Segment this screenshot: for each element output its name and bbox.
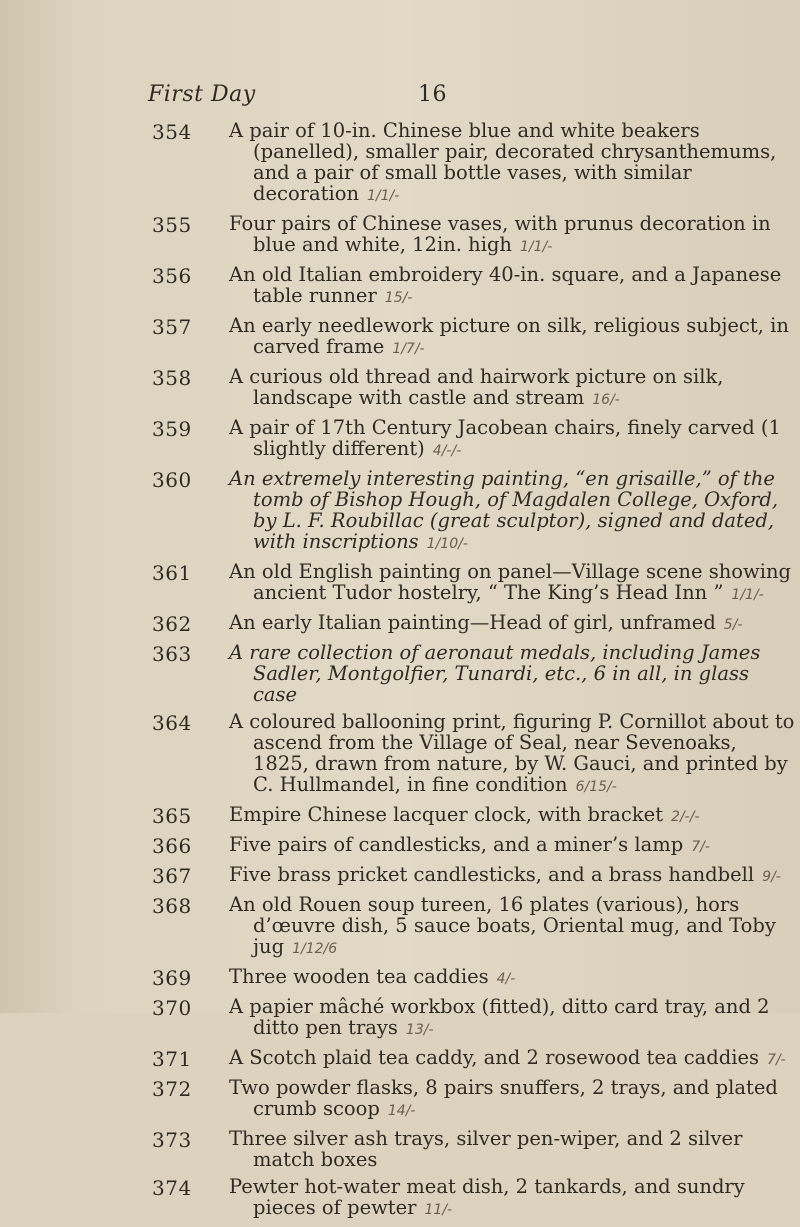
lot-description-text: A coloured ballooning print, figuring P. Cornillot about to ascend from the Village of Seal, near Sevenoaks, 1825, drawn from nature, by W. Gauci, and printed by C. Hullmandel, in fine condition [229,710,795,796]
lot-number: 367 [152,864,192,888]
lot-entry [0,417,800,462]
lot-entry [0,894,800,960]
lot-number: 371 [152,1047,192,1071]
lot-description-text: Five brass pricket candlesticks, and a brass handbell [229,863,755,886]
lot-description [229,315,798,360]
handwritten-price-note: 13/- [405,1022,434,1038]
lot-entry [0,612,800,636]
handwritten-price-note: 5/- [723,617,743,633]
lot-number: 373 [152,1128,192,1152]
lot-number: 362 [152,612,192,636]
lot-entry [0,366,800,411]
lot-description [229,1128,798,1170]
lot-entry [0,1047,800,1071]
handwritten-price-note: 4/- [496,971,516,987]
lot-number: 363 [152,642,192,666]
lot-description [229,561,798,606]
lot-description-text: Three wooden tea caddies [229,965,489,988]
lot-number: 361 [152,561,192,585]
lot-description [229,804,798,828]
lot-number: 355 [152,213,192,237]
lot-description-text: Three silver ash trays, silver pen-wiper, and 2 silver match boxes [229,1127,743,1171]
lot-entry [0,864,800,888]
lot-entry [0,561,800,606]
lot-number: 365 [152,804,192,828]
lot-description-text: A Scotch plaid tea caddy, and 2 rosewood tea caddies [229,1046,760,1069]
lot-description [229,1176,798,1221]
lot-description-text: Five pairs of candlesticks, and a miner’s lamp [229,833,684,856]
lot-description [229,894,798,960]
lot-description-text: Pewter hot-water meat dish, 2 tankards, and sundry pieces of pewter [229,1175,745,1219]
handwritten-price-note: 1/7/- [392,341,425,357]
lot-entry [0,804,800,828]
lot-description [229,711,798,798]
handwritten-price-note: 7/- [691,839,710,855]
lot-number: 359 [152,417,192,441]
lot-entry [0,1077,800,1122]
lot-description [229,966,798,990]
lot-description-text: An old Italian embroidery 40-in. square, and a Japanese table runner [229,263,782,307]
lot-description [229,1077,798,1122]
lot-description [229,366,798,411]
handwritten-price-note: 7/- [767,1052,786,1068]
lot-entry [0,996,800,1041]
lot-number: 372 [152,1077,192,1101]
lot-description [229,1047,798,1071]
handwritten-price-note: 1/10/- [426,536,468,552]
handwritten-price-note: 1/1/- [519,239,553,255]
lot-list [0,120,800,1227]
lot-description-text: A pair of 10-in. Chinese blue and white beakers (panelled), smaller pair, decorated chrysanthemums, and a pair of small bottle vases, with similar decoration [229,119,777,205]
lot-description-text: A pair of 17th Century Jacobean chairs, finely carved (1 slightly different) [229,416,781,460]
lot-entry [0,264,800,309]
lot-entry [0,1176,800,1221]
lot-number: 360 [152,468,192,492]
lot-description-text: Two powder flasks, 8 pairs snuffers, 2 trays, and plated crumb scoop [229,1076,778,1120]
handwritten-price-note: 1/1/- [367,188,400,204]
lot-description-text: A papier mâché workbox (fitted), ditto card tray, and 2 ditto pen trays [229,995,770,1039]
lot-number: 364 [152,711,192,735]
lot-description [229,612,798,636]
handwritten-price-note: 2/-/- [671,809,700,825]
lot-number: 370 [152,996,192,1020]
lot-number: 369 [152,966,192,990]
lot-description [229,468,798,555]
handwritten-price-note: 4/-/- [432,443,462,459]
lot-entry [0,642,800,705]
handwritten-price-note: 6/15/- [575,779,617,795]
lot-entry [0,120,800,207]
lot-description-text: An old English painting on panel—Village scene showing ancient Tudor hostelry, “ The King’s Head Inn ” [229,560,792,604]
lot-description-text: An early needlework picture on silk, religious subject, in carved frame [229,314,789,358]
lot-entry [0,468,800,555]
lot-entry [0,966,800,990]
lot-description [229,264,798,309]
lot-description-text: An early Italian painting—Head of girl, unframed [229,611,716,634]
lot-entry [0,315,800,360]
handwritten-price-note: 1/12/6 [292,941,338,957]
lot-entry [0,834,800,858]
handwritten-price-note: 16/- [592,392,620,408]
handwritten-price-note: 1/1/- [731,587,764,603]
lot-number: 368 [152,894,192,918]
lot-number: 366 [152,834,192,858]
lot-description-text: A curious old thread and hairwork picture on silk, landscape with castle and stream [229,365,724,409]
lot-description-text: An old Rouen soup tureen, 16 plates (various), hors d’œuvre dish, 5 sauce boats, Oriental mug, and Toby jug [229,893,776,958]
lot-entry [0,213,800,258]
lot-number: 354 [152,120,192,144]
lot-description-text: A rare collection of aeronaut medals, including James Sadler, Montgolfier, Tunardi, etc., 6 in all, in glass case [229,641,761,706]
handwritten-price-note: 14/- [387,1103,416,1119]
page-number: 16 [418,82,447,107]
handwritten-price-note: 9/- [762,869,781,885]
lot-number: 357 [152,315,192,339]
lot-entry [0,1128,800,1170]
page-header [148,82,770,110]
lot-number: 358 [152,366,192,390]
handwritten-price-note: 11/- [424,1202,453,1218]
lot-description [229,120,798,207]
lot-description [229,834,798,858]
lot-description-text: An extremely interesting painting, “en grisaille,” of the tomb of Bishop Hough, of Magdalen College, Oxford, by L. F. Roubillac (great sculptor), signed and dated, with inscriptions [229,467,779,553]
lot-description [229,864,798,888]
sale-day-title: First Day [148,82,256,107]
lot-description-text: Four pairs of Chinese vases, with prunus decoration in blue and white, 12in. high [229,212,771,256]
lot-entry [0,711,800,798]
lot-number: 356 [152,264,192,288]
lot-description [229,417,798,462]
lot-description [229,996,798,1041]
lot-description-text: Empire Chinese lacquer clock, with bracket [229,803,664,826]
lot-number: 374 [152,1176,192,1200]
handwritten-price-note: 15/- [384,290,413,306]
lot-description [229,642,798,705]
lot-description [229,213,798,258]
